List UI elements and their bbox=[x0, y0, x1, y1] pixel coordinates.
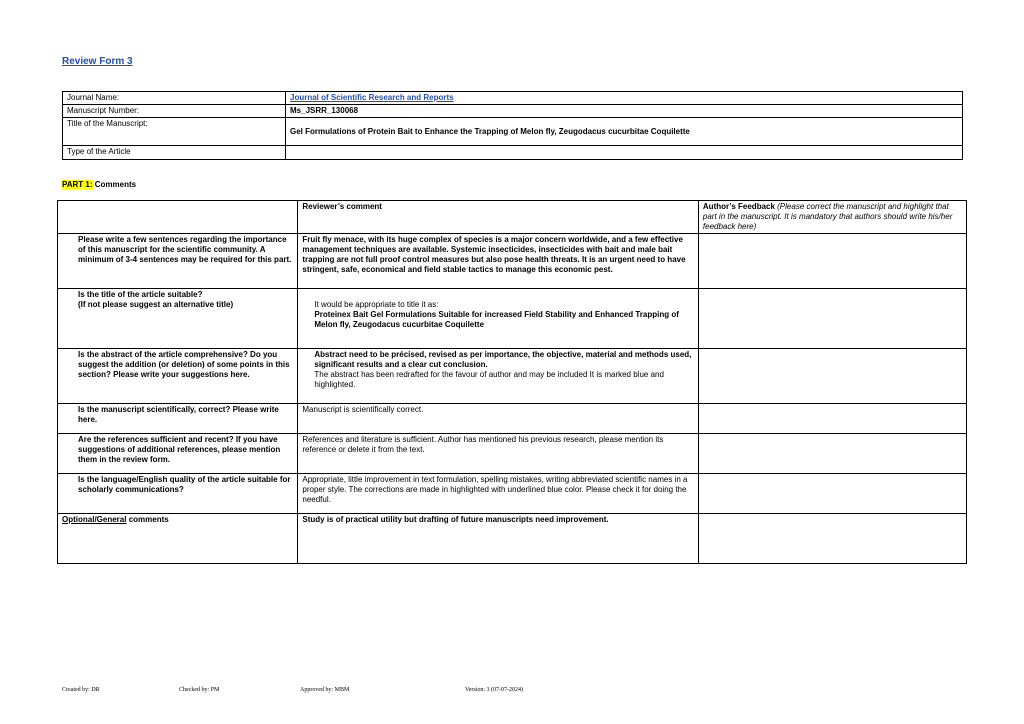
comment-optional: Study is of practical utility but drafting of future manuscripts need improvement. bbox=[298, 514, 699, 564]
article-type-label: Type of the Article bbox=[63, 146, 286, 160]
footer-version: Version: 3 (07-07-2024) bbox=[465, 687, 523, 693]
comment-abstract-plain: The abstract has been redrafted for the favour of author and may be included It is marked blue and highlighted. bbox=[314, 370, 664, 389]
optional-comments-label: comments bbox=[126, 515, 169, 524]
comment-scientific: Manuscript is scientifically correct. bbox=[298, 404, 699, 434]
question-optional bbox=[58, 514, 298, 564]
author-feedback-header bbox=[698, 201, 966, 234]
question-title: Is the title of the article suitable? (If not please suggest an alternative title) bbox=[58, 289, 298, 349]
part1-heading bbox=[62, 180, 136, 189]
manuscript-title-label: Title of the Manuscript: bbox=[63, 118, 286, 146]
feedback-optional[interactable] bbox=[698, 514, 966, 564]
question-references: Are the references sufficient and recent? If you have suggestions of additional references, please mention them in the review form. bbox=[58, 434, 298, 474]
manuscript-number-value: Ms_JSRR_130068 bbox=[286, 105, 963, 118]
question-importance: Please write a few sentences regarding the importance of this manuscript for the scientific community. A minimum of 3-4 sentences may be required for this part. bbox=[58, 234, 298, 289]
question-language: Is the language/English quality of the article suitable for scholarly communications? bbox=[58, 474, 298, 514]
comment-abstract bbox=[298, 349, 699, 404]
comments-table bbox=[57, 200, 967, 564]
form-title: Review Form 3 bbox=[62, 56, 133, 67]
manuscript-info-table bbox=[62, 91, 963, 160]
footer-checked-by: Checked by: PM bbox=[179, 687, 220, 693]
journal-name-link[interactable]: Journal of Scientific Research and Reports bbox=[290, 93, 454, 102]
comment-references: References and literature is sufficient. Author has mentioned his previous research, please mention its reference or delete it from the text. bbox=[298, 434, 699, 474]
author-feedback-instructions: (Please correct the manuscript and highlight that part in the manuscript. It is mandatory that authors should write his/her feedback here) bbox=[702, 202, 953, 231]
comment-language: Appropriate, little improvement in text formulation, spelling mistakes, writing abbreviated scientific names in a proper style. The corrections are made in highlighted with underlined blue color. Please check it for doing the needful. bbox=[298, 474, 699, 514]
manuscript-title-value: Gel Formulations of Protein Bait to Enhance the Trapping of Melon fly, Zeugodacus cucurbitae Coquilette bbox=[286, 118, 963, 146]
journal-name-value bbox=[286, 92, 963, 105]
comment-importance: Fruit fly menace, with its huge complex of species is a major concern worldwide, and a few effective management techniques are available. Systemic insecticides, insecticides with bait and male bait trapping are not full proof control measures but also pose health threats. It is an urgent need to have stringent, safe, economical and field stable tactics to manage this economic pest. bbox=[298, 234, 699, 289]
journal-name-label: Journal Name: bbox=[63, 92, 286, 105]
comment-title bbox=[298, 289, 699, 349]
question-abstract: Is the abstract of the article comprehensive? Do you suggest the addition (or deletion) of some points in this section? Please write your suggestions here. bbox=[58, 349, 298, 404]
comment-title-suggestion: Proteinex Bait Gel Formulations Suitable for increased Field Stability and Enhanced Trapping of Melon fly, Zeugodacus cucurbitae Coquilette bbox=[314, 310, 679, 329]
feedback-language[interactable] bbox=[698, 474, 966, 514]
comment-abstract-bold: Abstract need to be précised, revised as per importance, the objective, material and methods used, significant results and a clear cut conclusion. bbox=[314, 350, 692, 369]
feedback-abstract[interactable] bbox=[698, 349, 966, 404]
footer-created-by: Created by: DR bbox=[62, 687, 100, 693]
part1-label: PART 1: bbox=[62, 180, 93, 189]
question-header bbox=[58, 201, 298, 234]
comment-title-intro: It would be appropriate to title it as: bbox=[314, 300, 439, 309]
feedback-title[interactable] bbox=[698, 289, 966, 349]
feedback-scientific[interactable] bbox=[698, 404, 966, 434]
feedback-importance[interactable] bbox=[698, 234, 966, 289]
author-feedback-title: Author’s Feedback bbox=[702, 202, 775, 211]
article-type-value bbox=[286, 146, 963, 160]
optional-general-label: Optional/General bbox=[62, 515, 127, 524]
reviewer-comment-header: Reviewer’s comment bbox=[298, 201, 699, 234]
question-scientific: Is the manuscript scientifically, correct? Please write here. bbox=[58, 404, 298, 434]
feedback-references[interactable] bbox=[698, 434, 966, 474]
footer-approved-by: Approved by: MBM bbox=[300, 687, 350, 693]
manuscript-number-label: Manuscript Number: bbox=[63, 105, 286, 118]
part1-title: Comments bbox=[92, 180, 137, 189]
